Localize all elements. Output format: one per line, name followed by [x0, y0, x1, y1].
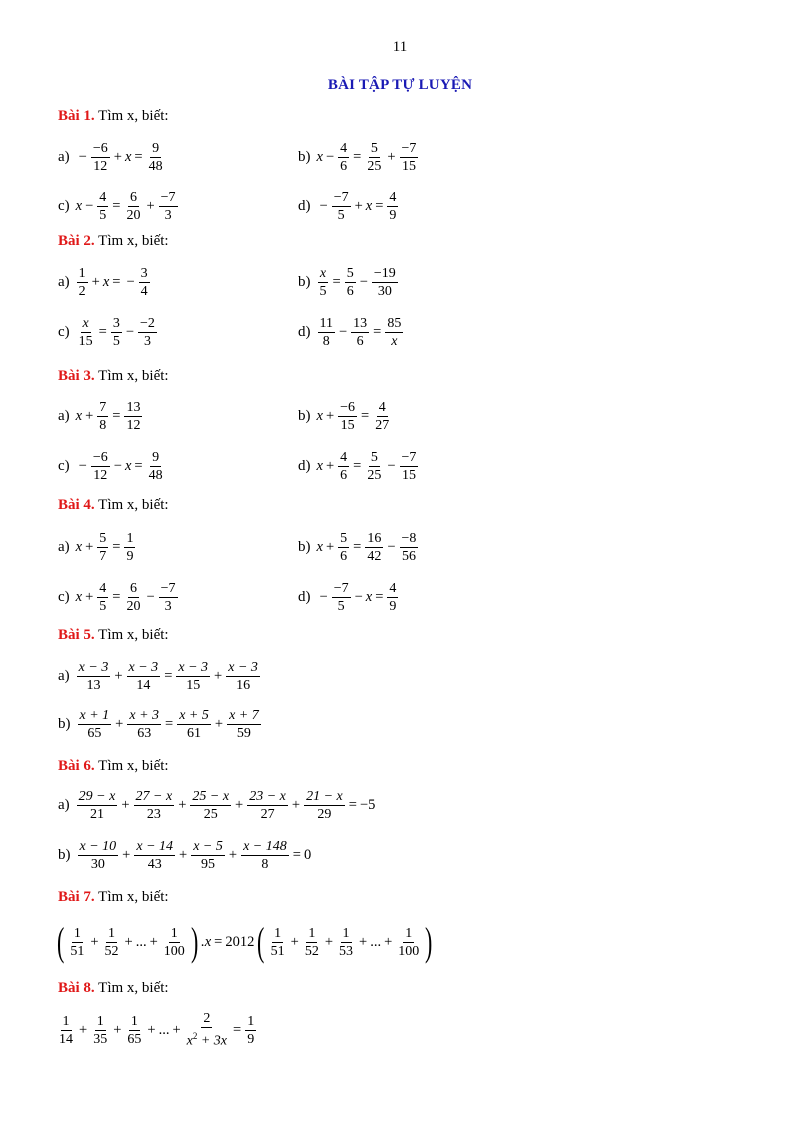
item-label: d) — [298, 457, 311, 474]
op: = — [375, 588, 384, 605]
op: + — [113, 1021, 122, 1038]
op: + — [147, 1021, 156, 1038]
op: + — [91, 273, 100, 290]
op: = — [214, 933, 223, 950]
var: x — [75, 407, 83, 424]
op: + — [387, 148, 396, 165]
op: = — [134, 457, 143, 474]
fraction: 1 2 — [78, 265, 86, 299]
fraction: $\frac{1}{35}$ — [93, 1013, 108, 1047]
op: + — [384, 933, 393, 950]
item-label: a) — [58, 148, 70, 165]
op: + — [79, 1021, 88, 1038]
fraction: $\frac{x + 3}{63}$ — [129, 707, 160, 741]
fraction: $\frac{-19}{30}$ — [373, 265, 396, 299]
value: 2012 — [225, 933, 255, 950]
fraction: $\frac{x - 5}{95}$ — [193, 838, 223, 872]
value: 0 — [303, 846, 312, 863]
op: + — [113, 148, 122, 165]
op: + — [359, 933, 368, 950]
fraction: $\frac{5}{6}$ — [340, 530, 348, 564]
fraction: $\frac{5}{25}$ — [367, 140, 382, 174]
item-label: c) — [58, 457, 70, 474]
fraction: $\frac{-6}{15}$ — [340, 399, 356, 433]
fraction: $\frac{4}{6}$ — [340, 449, 348, 483]
fraction: x − 3 13 — [78, 659, 109, 693]
fraction: $\frac{x - 148}{8}$ — [243, 838, 287, 872]
fraction: $\frac{3}{4}$ — [140, 265, 148, 299]
exercise-7-heading — [58, 889, 169, 906]
op: = — [233, 1021, 242, 1038]
op: = — [332, 273, 341, 290]
exercise-8-heading — [58, 980, 169, 997]
fraction: $\frac{-6}{12}$ — [92, 449, 108, 483]
item-label: d) — [298, 197, 311, 214]
op: − — [85, 197, 94, 214]
paren: ) — [190, 919, 199, 964]
fraction: $\frac{1}{9}$ — [126, 530, 134, 564]
bai1-d — [298, 186, 399, 226]
var: x — [75, 197, 83, 214]
bai6-a — [58, 785, 375, 825]
fraction: $\frac{1}{65}$ — [127, 1013, 142, 1047]
op: + — [85, 588, 94, 605]
op: − — [354, 588, 363, 605]
exercise-label: Bài 4. — [58, 497, 95, 513]
exercise-label: Bài 7. — [58, 889, 95, 905]
op: − — [319, 197, 328, 214]
exercise-prompt: Tìm x, biết: — [94, 758, 169, 774]
dots: ... — [135, 933, 147, 950]
op: = — [292, 846, 301, 863]
dots: ... — [158, 1021, 170, 1038]
op: − — [338, 323, 348, 340]
op: + — [214, 715, 224, 732]
bai5-b — [58, 704, 262, 744]
op: + — [324, 933, 334, 950]
var: x — [316, 538, 323, 555]
fraction: $\frac{5}{6}$ — [346, 265, 354, 299]
fraction: $\frac{13}{12}$ — [126, 399, 141, 433]
op: − — [78, 457, 87, 474]
fraction: $\frac{5}{7}$ — [99, 530, 107, 564]
item-label: a) — [58, 538, 70, 555]
op: − — [325, 148, 335, 165]
exercise-label: Bài 8. — [58, 980, 95, 996]
var: x — [316, 407, 323, 424]
fraction: $\frac{-7}{3}$ — [160, 189, 176, 223]
op: − — [125, 323, 135, 340]
bai4-a — [58, 527, 136, 567]
exercise-prompt: Tìm x, biết: — [94, 368, 169, 384]
fraction: $\frac{-7}{15}$ — [401, 449, 417, 483]
op: = — [112, 407, 121, 424]
exercise-label: Bài 6. — [58, 758, 95, 774]
fraction: $\frac{1}{53}$ — [339, 925, 354, 959]
op: = — [112, 588, 121, 605]
op: + — [179, 846, 188, 863]
op: − — [126, 273, 135, 290]
fraction: $\frac{x + 7}{59}$ — [229, 707, 259, 741]
op: + — [291, 796, 301, 813]
exercise-prompt: Tìm x, biết: — [94, 980, 169, 996]
fraction: $\frac{-8}{56}$ — [401, 530, 417, 564]
op: = — [361, 407, 370, 424]
fraction: $\frac{85}{x}$ — [387, 315, 402, 349]
op: − — [146, 588, 155, 605]
var: x — [124, 457, 132, 474]
fraction: $\frac{16}{42}$ — [367, 530, 382, 564]
bai3-b — [298, 396, 392, 436]
fraction: $\frac{x - 14}{43}$ — [136, 838, 174, 872]
bai2-b — [298, 262, 399, 302]
var: .x — [201, 933, 212, 950]
fraction: $\frac{x}{15}$ — [78, 315, 93, 349]
bai4-b — [298, 527, 419, 567]
op: + — [290, 933, 299, 950]
value: −5 — [359, 796, 376, 813]
bai5-a — [58, 656, 261, 696]
op: = — [348, 796, 357, 813]
bai4-c — [58, 577, 179, 617]
exercise-prompt: Tìm x, biết: — [94, 627, 169, 643]
fraction: $\frac{4}{27}$ — [375, 399, 390, 433]
op: = — [353, 148, 362, 165]
exercise-prompt: Tìm x, biết: — [94, 497, 169, 513]
fraction: 11 8 — [319, 315, 333, 349]
op: + — [115, 715, 124, 732]
op: + — [172, 1021, 181, 1038]
op: + — [325, 538, 335, 555]
exercise-2-heading — [58, 233, 169, 250]
var: x — [365, 588, 373, 605]
page-title: BÀI TẬP TỰ LUYỆN — [327, 77, 473, 93]
op: + — [146, 197, 155, 214]
item-label: c) — [58, 197, 70, 214]
item-label: a) — [58, 667, 70, 684]
op: = — [165, 715, 174, 732]
var: x — [316, 148, 323, 165]
item-label: b) — [298, 273, 311, 290]
item-label: b) — [298, 538, 311, 555]
item-label: b) — [58, 846, 71, 863]
op: + — [178, 796, 187, 813]
fraction: 1 14 — [59, 1013, 73, 1047]
var: x — [316, 457, 323, 474]
item-label: b) — [298, 407, 311, 424]
exercise-prompt: Tìm x, biết: — [94, 233, 169, 249]
bai2-c — [58, 312, 158, 352]
bai3-d — [298, 446, 419, 486]
paren: ) — [425, 919, 433, 964]
bai1-a — [58, 137, 166, 177]
fraction: $\frac{23 - x}{27}$ — [249, 788, 286, 822]
op: + — [121, 796, 130, 813]
fraction: $\frac{27 - x}{23}$ — [135, 788, 173, 822]
op: + — [325, 407, 335, 424]
fraction: $\frac{-2}{3}$ — [140, 315, 155, 349]
op: + — [354, 197, 363, 214]
fraction: $\frac{1}{100}$ — [398, 925, 420, 959]
op: + — [122, 846, 131, 863]
op: + — [114, 667, 123, 684]
fraction: 1 51 — [270, 925, 285, 959]
exercise-prompt: Tìm x, biết: — [94, 108, 169, 124]
op: = — [98, 323, 107, 340]
fraction: $\frac{-7}{5}$ — [333, 189, 349, 223]
fraction: $\frac{2}{x^2 + 3x}$ — [186, 1011, 228, 1049]
fraction: $\frac{25 - x}{25}$ — [192, 788, 230, 822]
var: x — [124, 148, 132, 165]
item-label: c) — [58, 588, 70, 605]
item-label: c) — [58, 323, 70, 340]
item-label: a) — [58, 407, 70, 424]
op: = — [112, 273, 121, 290]
op: = — [134, 148, 143, 165]
var: x — [75, 538, 83, 555]
exercise-1-heading — [58, 108, 169, 125]
op: − — [319, 588, 328, 605]
var: x — [75, 588, 83, 605]
fraction: $\frac{3}{5}$ — [112, 315, 120, 349]
fraction: $\frac{4}{5}$ — [99, 580, 107, 614]
exercise-5-heading — [58, 627, 169, 644]
fraction: $\frac{6}{20}$ — [126, 580, 141, 614]
exercise-label: Bài 3. — [58, 368, 95, 384]
fraction: $\frac{x}{5}$ — [319, 265, 327, 299]
item-label: b) — [58, 715, 71, 732]
fraction: $\frac{1}{9}$ — [247, 1013, 255, 1047]
fraction: x + 1 65 — [79, 707, 110, 741]
exercise-3-heading — [58, 368, 169, 385]
fraction: $\frac{4}{6}$ — [340, 140, 348, 174]
bai3-c — [58, 446, 166, 486]
fraction: $\frac{4}{9}$ — [389, 189, 397, 223]
bai1-b — [298, 137, 419, 177]
op: − — [359, 273, 368, 290]
bai6-b — [58, 835, 311, 875]
bai2-d — [298, 312, 404, 352]
op: + — [228, 846, 238, 863]
op: + — [235, 796, 244, 813]
exercise-6-heading — [58, 758, 169, 775]
fraction: $\frac{21 - x}{29}$ — [306, 788, 343, 822]
fraction: $\frac{9}{48}$ — [148, 449, 163, 483]
fraction: $\frac{6}{20}$ — [126, 189, 141, 223]
op: = — [353, 457, 362, 474]
op: = — [373, 323, 382, 340]
item-label: a) — [58, 273, 70, 290]
fraction: $\frac{4}{5}$ — [99, 189, 107, 223]
bai3-a — [58, 396, 143, 436]
page-number: 11 — [392, 39, 408, 55]
fraction: $\frac{4}{9}$ — [389, 580, 397, 614]
bai7-equation — [54, 919, 436, 964]
fraction: $\frac{-7}{3}$ — [160, 580, 176, 614]
bai2-a — [58, 262, 151, 302]
dots: ... — [370, 933, 382, 950]
var: x — [365, 197, 373, 214]
op: + — [124, 933, 133, 950]
item-label: d) — [298, 588, 311, 605]
op: = — [375, 197, 384, 214]
fraction: $\frac{-7}{15}$ — [401, 140, 417, 174]
fraction: $\frac{5}{25}$ — [367, 449, 382, 483]
fraction: $\frac{-6}{12}$ — [92, 140, 108, 174]
fraction: $\frac{x + 5}{61}$ — [179, 707, 209, 741]
op: + — [85, 538, 94, 555]
op: + — [214, 667, 223, 684]
fraction: $\frac{1}{100}$ — [163, 925, 185, 959]
item-label: a) — [58, 796, 70, 813]
op: + — [90, 933, 99, 950]
fraction: $\frac{x - 3}{14}$ — [128, 659, 159, 693]
bai4-d — [298, 577, 399, 617]
op: = — [353, 538, 362, 555]
var: x — [102, 273, 110, 290]
op: − — [387, 457, 396, 474]
fraction: $\frac{x - 3}{15}$ — [178, 659, 209, 693]
exercise-label: Bài 2. — [58, 233, 95, 249]
fraction: $\frac{-7}{5}$ — [333, 580, 349, 614]
op: − — [387, 538, 396, 555]
op: = — [112, 538, 121, 555]
paren: ( — [56, 919, 65, 964]
op: = — [112, 197, 121, 214]
fraction: $\frac{x - 3}{16}$ — [228, 659, 258, 693]
exercise-label: Bài 5. — [58, 627, 95, 643]
fraction: $\frac{1}{52}$ — [104, 925, 119, 959]
fraction: 29 − x 21 — [78, 788, 116, 822]
fraction: $\frac{1}{52}$ — [304, 925, 319, 959]
op: − — [78, 148, 87, 165]
exercise-prompt: Tìm x, biết: — [94, 889, 169, 905]
op: − — [113, 457, 122, 474]
item-label: b) — [298, 148, 311, 165]
paren: ( — [257, 919, 265, 964]
exercise-label: Bài 1. — [58, 108, 95, 124]
op: + — [325, 457, 335, 474]
exercise-4-heading — [58, 497, 169, 514]
op: = — [164, 667, 173, 684]
bai1-c — [58, 186, 179, 226]
fraction: $\frac{7}{8}$ — [99, 399, 107, 433]
op: + — [85, 407, 94, 424]
fraction: $\frac{13}{6}$ — [353, 315, 368, 349]
op: + — [149, 933, 158, 950]
bai8-equation — [56, 1010, 257, 1050]
fraction: $\frac{9}{48}$ — [148, 140, 163, 174]
fraction: x − 10 30 — [79, 838, 117, 872]
item-label: d) — [298, 323, 311, 340]
fraction: 1 51 — [70, 925, 85, 959]
